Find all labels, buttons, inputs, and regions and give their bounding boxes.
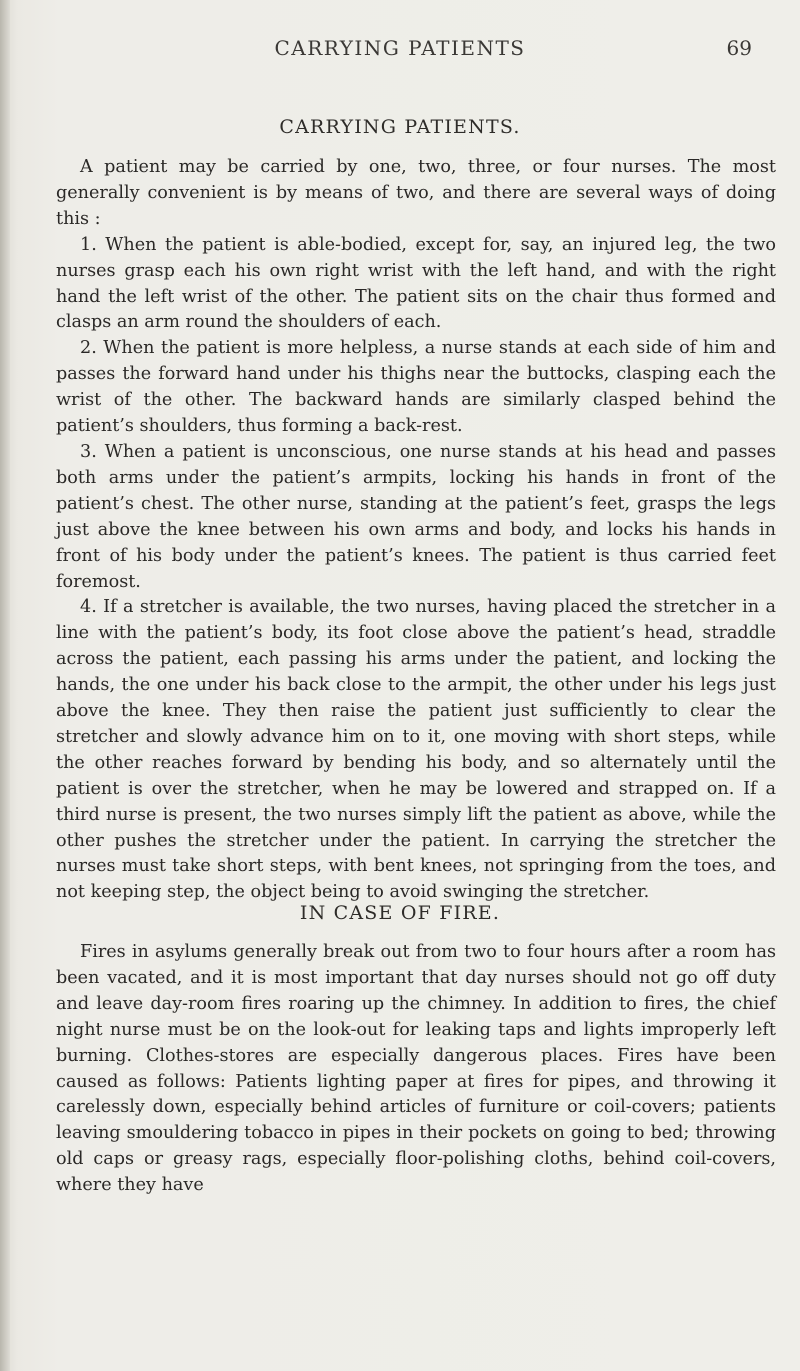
binding-shadow	[0, 0, 10, 1371]
paragraph: 1. When the patient is able-bodied, except for, say, an injured leg, the two nurses grasp each his own right wrist with the left hand, and with the right hand the left wrist of the other. The patient sits on the chair thus formed and clasps an arm round the shoulders of each.	[56, 234, 776, 333]
paragraph: 4. If a stretcher is available, the two nurses, having placed the stretcher in a line with the patient’s body, its foot close above the patient’s head, straddle across the patient, each passing his arms under the patient, and locking the hands, the one under his back close to the armpit, the other under his legs just above the knee. They then raise the patient just sufficiently to clear the stretcher and slowly advance him on to it, one moving with short steps, while the other reaches forward by bending his body, and so alternately until the patient is over the stretcher, when he may be lowered and strapped on. If a third nurse is present, the two nurses simply lift the patient as above, while the other pushes the stretcher under the patient. In carrying the stretcher the nurses must take short steps, with bent knees, not springing from the toes, and not keeping step, the object being to avoid swinging the stretcher.	[56, 597, 776, 903]
paragraph: A patient may be carried by one, two, three, or four nurses. The most generally convenient is by means of two, and there are several ways of doing this :	[56, 157, 776, 229]
running-head	[0, 36, 800, 66]
page-number: 69	[726, 36, 752, 60]
section-body-carrying-patients	[56, 155, 776, 906]
section-heading-carrying-patients: CARRYING PATIENTS.	[279, 116, 521, 138]
paragraph: Fires in asylums generally break out from two to four hours after a room has been vacated, and it is most important that day nurses should not go off duty and leave day-room fires roaring up the chimney. In addition to fires, the chief night nurse must be on the look-out for leaking taps and lights improperly left burning. Clothes-stores are especially dangerous places. Fires have been caused as follows: Patients lighting paper at fires for pipes, and throwing it carelessly down, especially behind articles of furniture or coil-covers; patients leaving smouldering tobacco in pipes in their pockets on going to bed; throwing old caps or greasy rags, especially floor-polishing cloths, behind coil-covers, where they have	[56, 942, 776, 1196]
running-title: CARRYING PATIENTS	[274, 36, 526, 60]
section-heading-in-case-of-fire: IN CASE OF FIRE.	[299, 902, 501, 924]
paragraph: 2. When the patient is more helpless, a nurse stands at each side of him and passes the forward hand under his thighs near the buttocks, clasping each the wrist of the other. The backward hands are similarly clasped behind the patient’s shoulders, thus forming a back-rest.	[56, 338, 776, 437]
paragraph: 3. When a patient is unconscious, one nurse stands at his head and passes both arms under the patient’s armpits, locking his hands in front of the patient’s chest. The other nurse, standing at the patient’s feet, grasps the legs just above the knee between his own arms and body, and locks his hands in front of his body under the patient’s knees. The patient is thus carried feet foremost.	[56, 441, 776, 592]
section-body-in-case-of-fire	[56, 940, 776, 1199]
